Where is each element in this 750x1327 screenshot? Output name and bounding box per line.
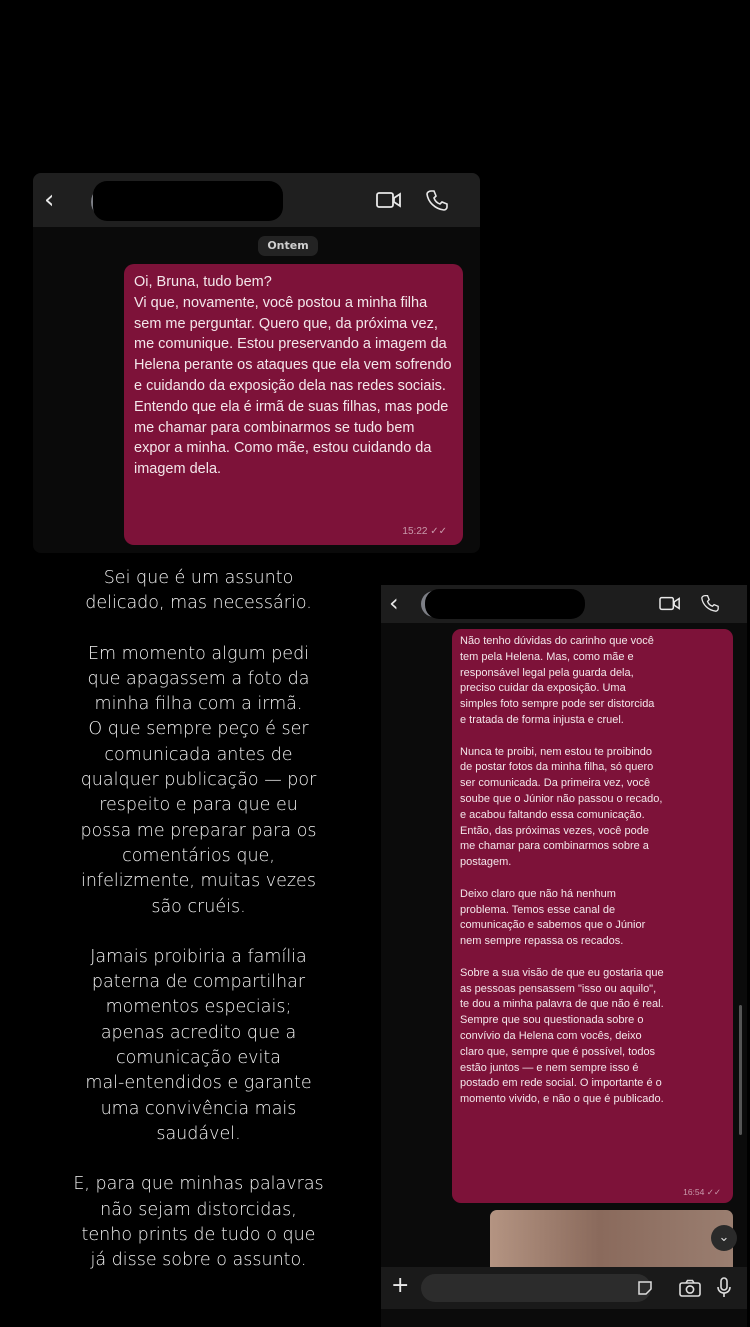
caption-text xyxy=(20,566,377,1298)
chat-screenshot-1 xyxy=(33,173,480,553)
video-call-icon[interactable] xyxy=(376,191,402,209)
chevron-left-icon[interactable]: ‹ xyxy=(44,185,55,215)
message-input[interactable] xyxy=(421,1274,651,1302)
sent-message-bubble[interactable] xyxy=(124,264,463,545)
plus-icon[interactable]: + xyxy=(391,1273,410,1298)
message-paragraph: Nunca te proibi, nem estou te proibindo de postar fotos da minha filha, só quero ser comunicada. Da primeira vez, você soube que o Júnior não passou o recado, e acabou faltando essa comunicação. Então, das próximas vezes, você pode me chamar para combinarmos sobre a postagem. xyxy=(460,745,663,869)
caption-paragraph: Jamais proibiria a família paterna de compartilhar momentos especiais; apenas acredito que a comunicação evita mal-entendidos e garante uma convivência mais saudável. xyxy=(85,946,312,1144)
scrollbar[interactable] xyxy=(739,1005,742,1135)
caption-paragraph: Sei que é um assunto delicado, mas necessário. xyxy=(85,568,312,614)
caption-paragraph: E, para que minhas palavras não sejam distorcidas, tenho prints de tudo o que já disse sobre o assunto. xyxy=(73,1174,324,1271)
message-timestamp: 16:54 ✓✓ xyxy=(683,1187,721,1197)
message-input-bar xyxy=(381,1267,747,1309)
redacted-contact-name xyxy=(93,181,283,221)
message-timestamp: 15:22 ✓✓ xyxy=(402,526,447,537)
double-check-icon: ✓✓ xyxy=(430,526,447,537)
caption-paragraph: Em momento algum pedi que apagassem a foto da minha filha com a irmã. O que sempre peço é ser comunicada antes de qualquer publicação — por respeito e para que eu possa me preparar para os comentários que, infelizmente, muitas vezes são cruéis. xyxy=(80,643,317,917)
message-text: Oi, Bruna, tudo bem? Vi que, novamente, você postou a minha filha sem me perguntar. Quero que, da próxima vez, me comunique. Estou preservando a imagem da Helena perante os ataques que ela vem sofrendo e cuidando da exposição dela nas redes sociais. Entendo que ela é irmã de suas filhas, mas pode me chamar para combinarmos se tudo bem expor a minha. Como mãe, estou cuidando da imagem dela. xyxy=(134,274,452,478)
message-paragraph: Deixo claro que não há nenhum problema. Temos esse canal de comunicação e sabemos que o Júnior nem sempre repassa os recados. xyxy=(460,887,646,948)
chevron-down-icon[interactable]: ⌄ xyxy=(711,1225,737,1251)
message-paragraph: Não tenho dúvidas do carinho que você tem pela Helena. Mas, como mãe e responsável legal pela guarda dela, preciso cuidar da exposição. Uma simples foto sempre pode ser distorcida e tratada de forma injusta e cruel. xyxy=(460,635,655,726)
date-divider: Ontem xyxy=(258,236,318,256)
chat-header xyxy=(33,173,480,227)
phone-icon[interactable] xyxy=(701,594,719,612)
double-check-icon: ✓✓ xyxy=(706,1187,721,1197)
message-paragraph: Sobre a sua visão de que eu gostaria que as pessoas pensassem "isso ou aquilo", te dou a minha palavra de que não é real. Sempre que sou questionada sobre o convívio da Helena com vocês, deixo claro que, sempre que é possível, todos estão juntos — e nem sempre isso é postado em rede social. O importante é o momento vivido, e não o que é publicado. xyxy=(460,966,664,1106)
sent-message-bubble[interactable] xyxy=(452,629,733,1203)
chat-header xyxy=(381,585,747,623)
chevron-left-icon[interactable]: ‹ xyxy=(389,589,399,617)
chat-screenshot-2 xyxy=(381,585,747,1327)
phone-icon[interactable] xyxy=(426,189,448,211)
video-call-icon[interactable] xyxy=(659,596,681,611)
microphone-icon[interactable] xyxy=(717,1277,731,1299)
sticker-icon[interactable] xyxy=(637,1280,653,1296)
camera-icon[interactable] xyxy=(679,1279,701,1297)
redacted-contact-name xyxy=(425,589,585,619)
